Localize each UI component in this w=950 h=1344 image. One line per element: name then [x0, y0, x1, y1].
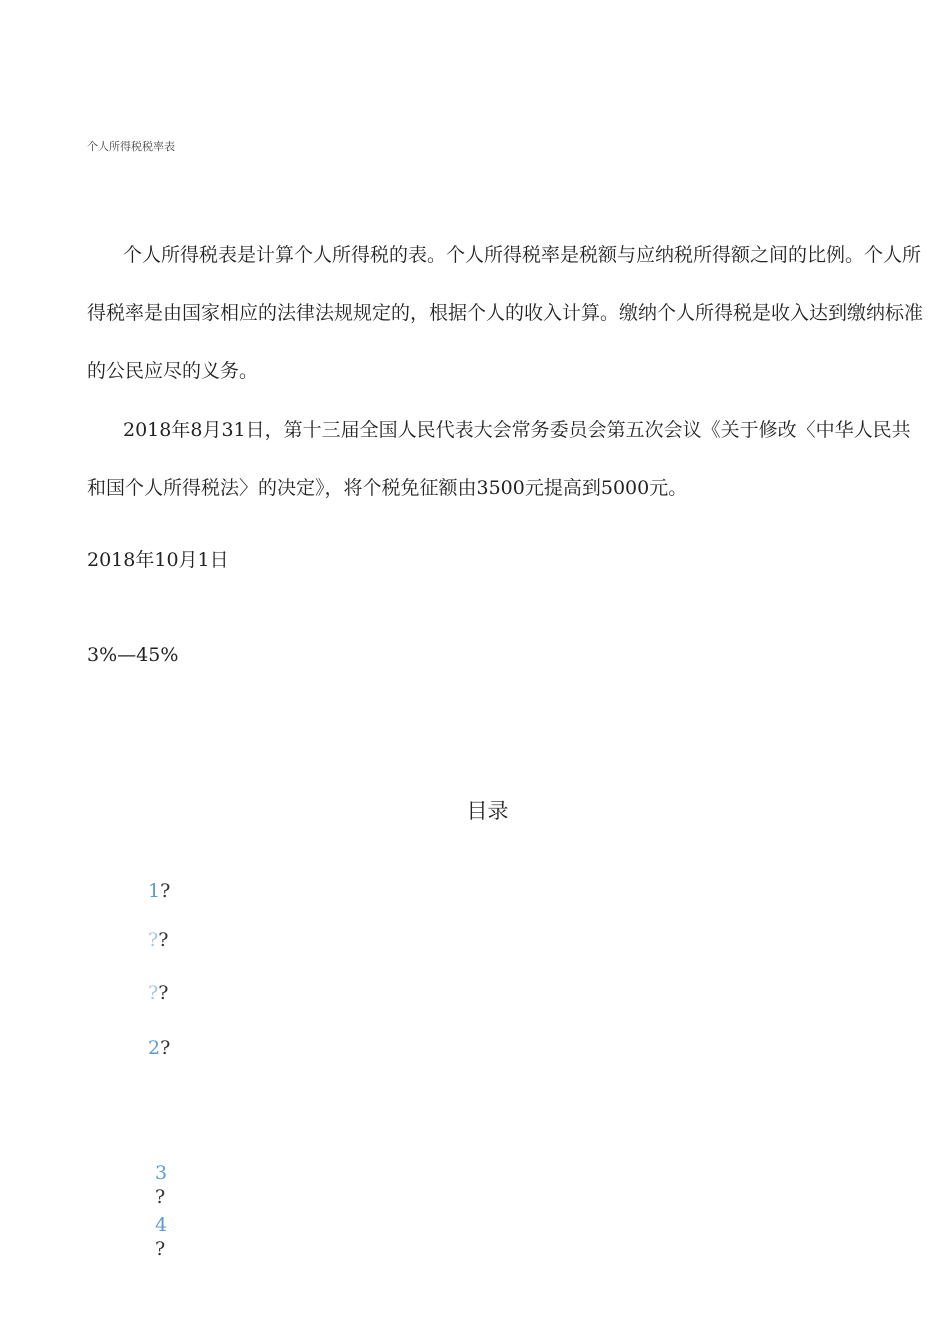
toc-entry-number[interactable]: 1 — [148, 880, 161, 902]
toc-entry-mark: ? — [158, 982, 169, 1004]
toc-entry-number[interactable]: 4 — [155, 1214, 168, 1236]
toc-entry[interactable] — [148, 880, 170, 902]
toc-entry-number[interactable]: 3 — [155, 1162, 168, 1184]
law-revision-paragraph — [87, 401, 927, 517]
toc-title: 目录 — [466, 799, 509, 823]
toc-entry-mark: ? — [155, 1186, 166, 1208]
toc-entry[interactable] — [148, 982, 168, 1004]
toc-entry[interactable] — [148, 1037, 170, 1059]
tax-rate-range: 3%—45% — [87, 644, 179, 666]
toc-entry[interactable] — [148, 929, 168, 951]
intro-paragraph-text: 个人所得税表是计算个人所得税的表。个人所得税率是税额与应纳税所得额之间的比例。个人所得税率是由国家相应的法律法规规定的，根据个人的收入计算。缴纳个人所得税是收入达到缴纳标准的公民应尽的义务。 — [87, 244, 924, 382]
toc-entry-number[interactable]: ? — [148, 982, 159, 1004]
toc-entry-number[interactable]: ? — [148, 929, 159, 951]
toc-entry-number[interactable]: 2 — [148, 1037, 161, 1059]
intro-paragraph — [87, 226, 927, 400]
toc-entry-mark: ? — [160, 880, 171, 902]
toc-entry-mark: ? — [158, 929, 169, 951]
document-header-title: 个人所得税税率表 — [87, 140, 175, 153]
effective-date: 2018年10月1日 — [87, 549, 229, 571]
toc-entry-mark: ? — [155, 1238, 166, 1260]
law-revision-paragraph-text: 2018年8月31日，第十三届全国人民代表大会常务委员会第五次会议《关于修改〈中华人民共和国个人所得税法〉的决定》，将个税免征额由3500元提高到5000元。 — [87, 419, 911, 499]
toc-entry-mark: ? — [160, 1037, 171, 1059]
